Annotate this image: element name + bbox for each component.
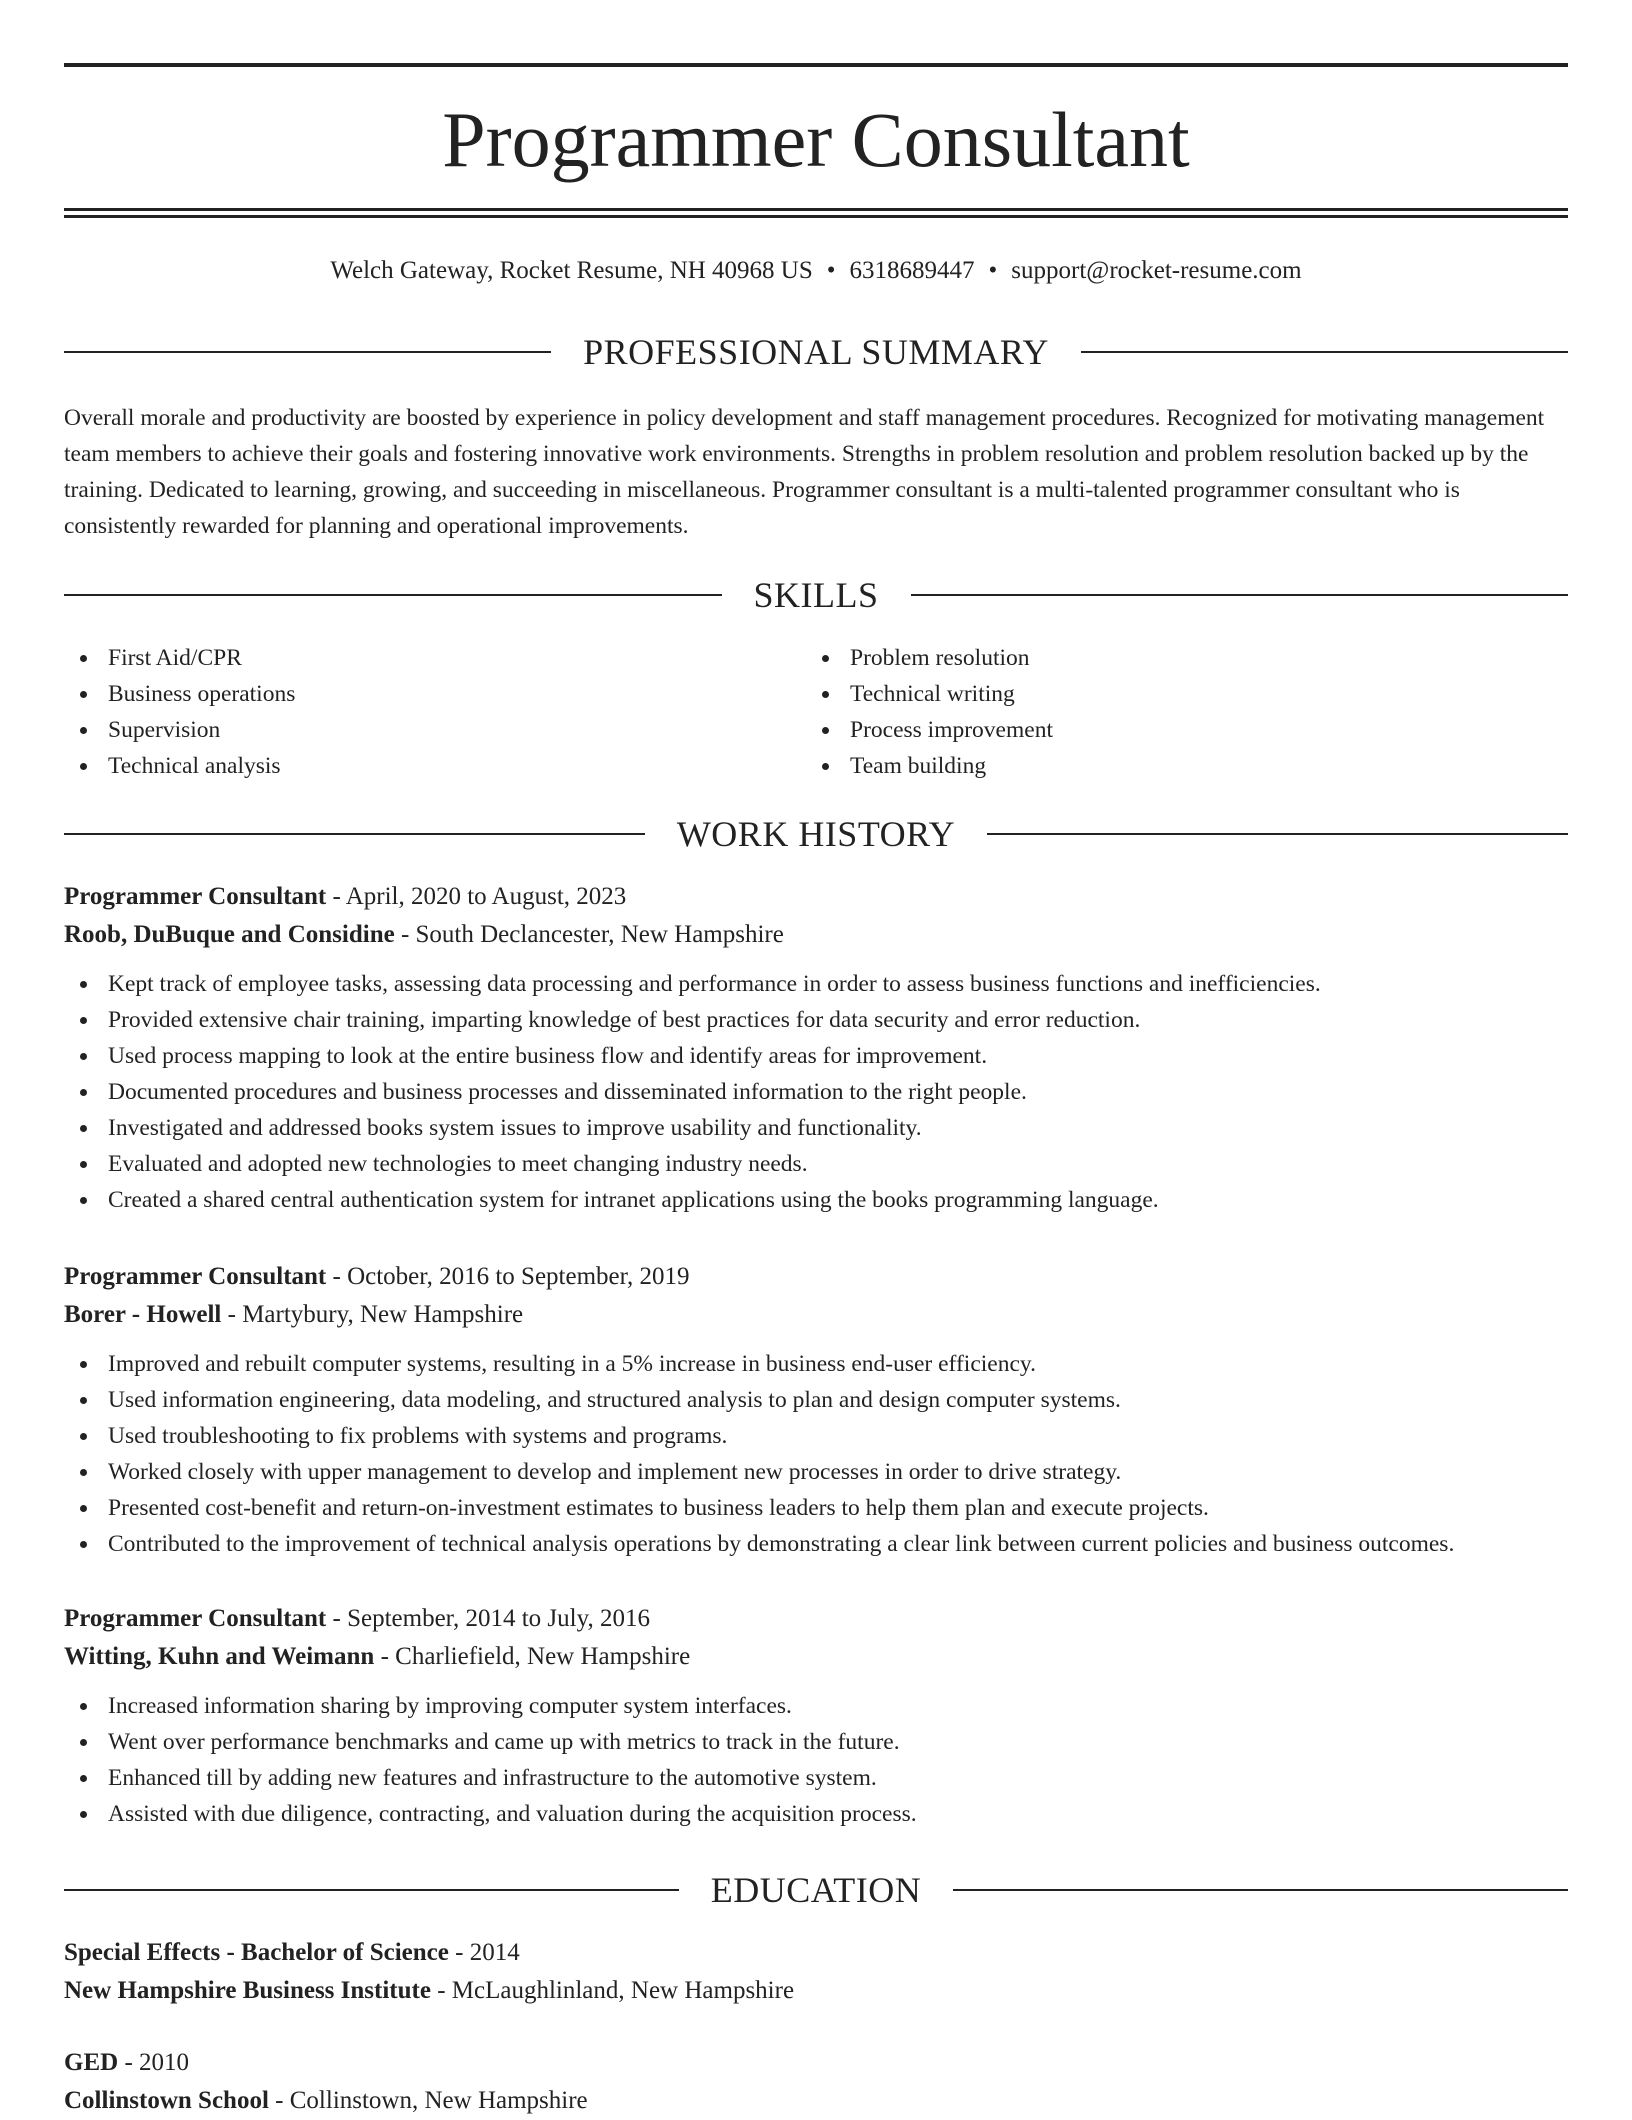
skill-item: Technical writing [806, 676, 1053, 712]
job-bullet: Used information engineering, data modeling, and structured analysis to plan and design computer systems. [64, 1382, 1568, 1418]
skill-item: Supervision [64, 712, 295, 748]
degree: Special Effects - Bachelor of Science [64, 1939, 449, 1966]
job-title: Programmer Consultant [64, 1605, 327, 1632]
job-entry [64, 1258, 1568, 1562]
job-bullets [64, 966, 1568, 1218]
job-dates: - September, 2014 to July, 2016 [326, 1605, 650, 1632]
job-bullet: Documented procedures and business processes and disseminated information to the right people. [64, 1074, 1568, 1110]
job-company-line [64, 1638, 1568, 1676]
divider-line [64, 351, 551, 353]
contact-line [64, 254, 1568, 288]
school-name: Collinstown School [64, 2087, 269, 2114]
skills-list-left [64, 640, 295, 784]
section-title: WORK HISTORY [676, 814, 956, 854]
double-rule [64, 208, 1568, 218]
job-bullet: Used process mapping to look at the entire business flow and identify areas for improvement. [64, 1038, 1568, 1074]
phone: 6318689447 [849, 257, 975, 284]
skill-item: Problem resolution [806, 640, 1053, 676]
school-location: - Collinstown, New Hampshire [268, 2087, 588, 2114]
summary-text: Overall morale and productivity are boosted by experience in policy development and staff management procedures. Recognized for motivating management team members to achieve their goals and fostering innovative work environments. Strengths in problem resolution and problem resolution backed up by the training. Dedicated to learning, growing, and succeeding in miscellaneous. Programmer consultant is a multi-talented programmer consultant who is consistently rewarded for planning and operational improvements. [64, 405, 1545, 539]
job-bullet: Presented cost-benefit and return-on-investment estimates to business leaders to help them plan and execute projects. [64, 1490, 1568, 1526]
job-title-line [64, 1258, 1568, 1296]
section-title: SKILLS [753, 575, 879, 615]
job-bullet: Contributed to the improvement of technical analysis operations by demonstrating a clear link between current policies and business outcomes. [64, 1526, 1568, 1562]
job-bullet: Kept track of employee tasks, assessing data processing and performance in order to assess business functions and inefficiencies. [64, 966, 1568, 1002]
education-entry [64, 2044, 1568, 2120]
divider-line [64, 594, 722, 596]
skill-item: First Aid/CPR [64, 640, 295, 676]
degree-line [64, 1934, 1568, 1972]
job-bullet: Investigated and addressed books system issues to improve usability and functionality. [64, 1110, 1568, 1146]
divider-line [1081, 351, 1568, 353]
job-dates: - October, 2016 to September, 2019 [326, 1263, 690, 1290]
degree: GED [64, 2049, 119, 2076]
divider-line [953, 1889, 1568, 1891]
job-dates: - April, 2020 to August, 2023 [326, 883, 627, 910]
divider-line [987, 833, 1568, 835]
top-rule [64, 63, 1568, 67]
degree-line [64, 2044, 1568, 2082]
job-company-line [64, 916, 1568, 954]
skill-item: Technical analysis [64, 748, 295, 784]
job-bullets [64, 1688, 1568, 1832]
bullet-separator: • [826, 257, 836, 284]
company-location: - Martybury, New Hampshire [221, 1301, 524, 1328]
job-bullet: Evaluated and adopted new technologies to meet changing industry needs. [64, 1146, 1568, 1182]
divider-line [911, 594, 1569, 596]
job-bullet: Enhanced till by adding new features and infrastructure to the automotive system. [64, 1760, 1568, 1796]
school-line [64, 1972, 1568, 2010]
skill-item: Business operations [64, 676, 295, 712]
divider-line [64, 1889, 679, 1891]
job-bullet: Assisted with due diligence, contracting, and valuation during the acquisition process. [64, 1796, 1568, 1832]
company-name: Borer - Howell [64, 1301, 222, 1328]
degree-year: - 2010 [118, 2049, 190, 2076]
job-bullet: Created a shared central authentication system for intranet applications using the books programming language. [64, 1182, 1568, 1218]
company-name: Witting, Kuhn and Weimann [64, 1643, 375, 1670]
section-header-skills [64, 573, 1568, 617]
divider-line [64, 833, 645, 835]
company-location: - South Declancester, New Hampshire [394, 921, 784, 948]
job-title: Programmer Consultant [64, 1263, 327, 1290]
job-entry [64, 1600, 1568, 1832]
job-bullet: Worked closely with upper management to develop and implement new processes in order to drive strategy. [64, 1454, 1568, 1490]
section-header-summary [64, 330, 1568, 374]
job-bullet: Used troubleshooting to fix problems with systems and programs. [64, 1418, 1568, 1454]
skill-item: Team building [806, 748, 1053, 784]
job-entry [64, 878, 1568, 1218]
job-title: Programmer Consultant [64, 883, 327, 910]
resume-title: Programmer Consultant [442, 96, 1190, 183]
job-title-line [64, 878, 1568, 916]
section-title: EDUCATION [710, 1870, 922, 1910]
section-header-work [64, 812, 1568, 856]
section-header-education [64, 1868, 1568, 1912]
degree-year: - 2014 [448, 1939, 520, 1966]
email: support@rocket-resume.com [1011, 257, 1302, 284]
education-entry [64, 1934, 1568, 2010]
skills-list-right [806, 640, 1053, 784]
job-title-line [64, 1600, 1568, 1638]
address: Welch Gateway, Rocket Resume, NH 40968 US [330, 257, 813, 284]
job-bullet: Went over performance benchmarks and came up with metrics to track in the future. [64, 1724, 1568, 1760]
school-name: New Hampshire Business Institute [64, 1977, 431, 2004]
job-bullet: Improved and rebuilt computer systems, resulting in a 5% increase in business end-user efficiency. [64, 1346, 1568, 1382]
school-location: - McLaughlinland, New Hampshire [430, 1977, 795, 2004]
job-bullet: Increased information sharing by improving computer system interfaces. [64, 1688, 1568, 1724]
bullet-separator: • [988, 257, 998, 284]
skill-item: Process improvement [806, 712, 1053, 748]
job-bullet: Provided extensive chair training, imparting knowledge of best practices for data security and error reduction. [64, 1002, 1568, 1038]
company-name: Roob, DuBuque and Considine [64, 921, 395, 948]
job-bullets [64, 1346, 1568, 1562]
school-line [64, 2082, 1568, 2120]
company-location: - Charliefield, New Hampshire [374, 1643, 691, 1670]
section-title: PROFESSIONAL SUMMARY [583, 332, 1049, 372]
job-company-line [64, 1296, 1568, 1334]
